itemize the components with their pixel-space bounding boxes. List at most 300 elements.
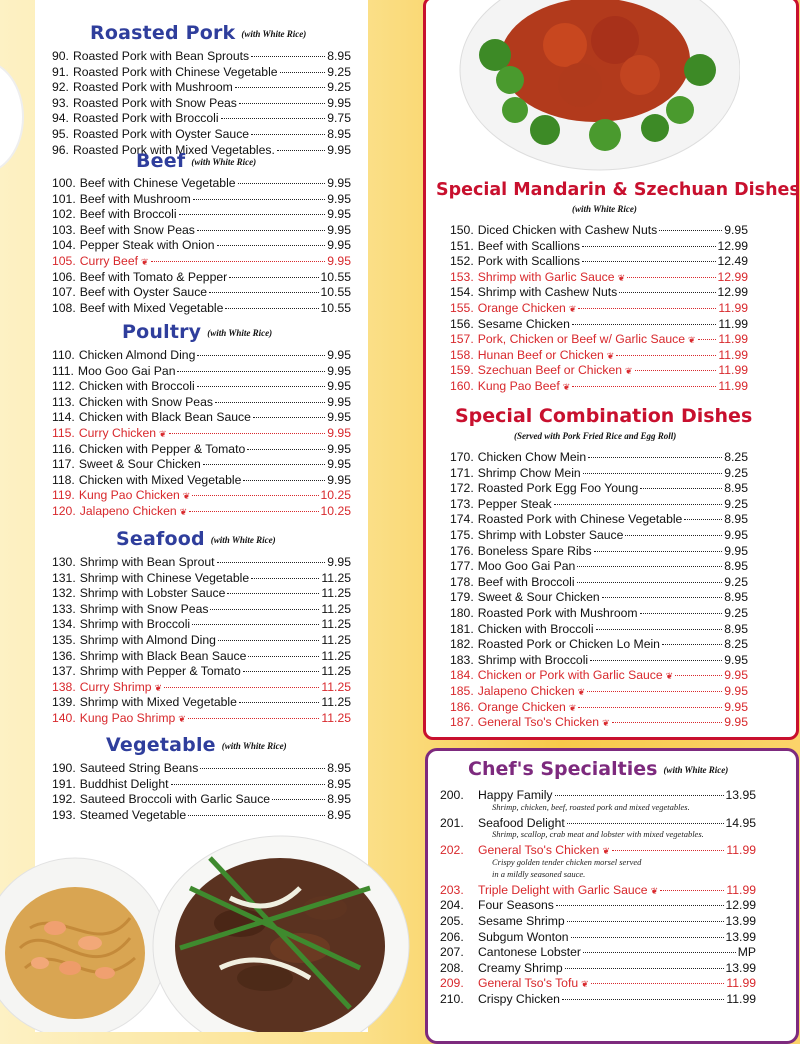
item-number: 96. [52, 142, 69, 157]
item-name: Beef with Broccoli [79, 207, 177, 222]
item-number: 106. [52, 269, 76, 284]
item-number: 93. [52, 95, 69, 110]
item-number: 139. [52, 695, 76, 710]
dot-leader [567, 909, 724, 922]
chili-pepper-icon: ❦ [617, 272, 626, 283]
dot-leader [209, 280, 318, 293]
chili-pepper-icon: ❦ [625, 366, 633, 377]
section-title-poultry [122, 321, 272, 343]
dot-leader [562, 987, 724, 1000]
item-name: Roasted Pork with Chinese Vegetable [477, 512, 683, 527]
dot-leader [612, 710, 723, 723]
dot-leader [596, 617, 723, 630]
item-number: 186. [450, 699, 474, 714]
section-title-text: Seafood [116, 528, 205, 550]
poultry-item-list [52, 346, 351, 518]
dot-leader [247, 437, 325, 450]
dot-leader [210, 597, 319, 610]
item-price: 10.25 [320, 488, 351, 503]
item-name: Diced Chicken with Cashew Nuts [477, 223, 658, 237]
item-number: 193. [52, 807, 76, 822]
item-name: Subgum Wonton [478, 929, 569, 944]
item-name: Chicken with Broccoli [78, 379, 195, 394]
item-number: 95. [52, 126, 69, 141]
dot-leader [567, 811, 724, 824]
dot-leader [225, 296, 318, 309]
section-title-text: Beef [136, 150, 186, 172]
section-title-vegetable [106, 734, 287, 756]
item-price: 11.25 [321, 617, 351, 632]
item-name: Roasted Pork with Bean Sprouts [72, 49, 250, 63]
section-subtitle-mandarin: (with White Rice) [572, 204, 637, 214]
section-subtitle-combination: (Served with Pork Fried Rice and Egg Roll) [514, 431, 677, 441]
item-name: Moo Goo Gai Pan [477, 559, 576, 574]
dot-leader [215, 390, 325, 403]
item-name: Buddhist Delight [79, 776, 169, 791]
chili-pepper-icon: ❦ [568, 702, 577, 713]
item-name: Shrimp with Lobster Sauce [477, 527, 624, 542]
dot-leader [612, 838, 725, 851]
dot-leader [248, 644, 319, 657]
item-price: 11.99 [718, 347, 748, 362]
dot-leader [602, 585, 723, 598]
item-name: Hunan Beef or Chicken [477, 347, 604, 362]
item-number: 154. [450, 285, 474, 300]
item-number: 177. [450, 559, 474, 574]
item-price: 8.95 [327, 126, 351, 141]
beef-scallion-photo [150, 828, 412, 1032]
item-number: 185. [450, 683, 474, 698]
dot-leader [577, 554, 722, 567]
item-price: 8.25 [724, 637, 748, 652]
item-number: 108. [52, 300, 76, 315]
item-price: 8.95 [327, 776, 351, 791]
item-description: in a mildly seasoned sauce. [492, 868, 586, 879]
item-price: 8.95 [327, 761, 351, 775]
dot-leader [239, 690, 320, 703]
item-price: 9.95 [327, 348, 351, 362]
item-price: 9.95 [327, 425, 351, 440]
item-description: Crispy golden tender chicken morsel served [492, 856, 642, 867]
item-number: 158. [450, 347, 474, 362]
item-number: 115. [52, 425, 75, 440]
chili-pepper-icon: ❦ [665, 671, 674, 682]
item-name: Curry Shrimp [79, 679, 152, 694]
item-price: 9.95 [327, 363, 351, 378]
vegetable-item-list [52, 759, 351, 821]
dot-leader [227, 581, 319, 594]
item-name: Jalapeno Chicken [477, 683, 575, 698]
item-price: 9.95 [327, 176, 351, 190]
item-price: 9.95 [327, 95, 351, 110]
item-price: 9.95 [327, 555, 351, 569]
item-number: 104. [52, 238, 76, 253]
section-title-seafood [116, 528, 276, 550]
item-price: 9.95 [327, 191, 351, 206]
chef-menu-item [440, 814, 756, 830]
dot-leader [280, 60, 326, 73]
item-name: Beef with Scallions [477, 238, 581, 253]
item-number: 140. [52, 710, 76, 725]
section-title-text: Vegetable [106, 734, 216, 756]
dot-leader [177, 359, 325, 372]
item-number: 191. [52, 776, 76, 791]
chef-menu-item [440, 786, 756, 802]
dot-leader [556, 893, 724, 906]
dot-leader [640, 601, 723, 614]
item-name: Boneless Spare Ribs [477, 543, 592, 558]
item-name: Shrimp with Garlic Sauce [477, 269, 615, 284]
item-name: Kung Pao Chicken [78, 488, 180, 503]
item-name: Kung Pao Beef [477, 378, 560, 393]
item-name: Shrimp with Almond Ding [79, 632, 216, 647]
item-name: Curry Beef [79, 253, 138, 268]
item-name: Cantonese Lobster [478, 945, 581, 960]
section-title-text: Chef's Specialties [468, 758, 658, 780]
dot-leader [179, 202, 326, 215]
item-price: 8.95 [724, 481, 748, 496]
item-price: 9.95 [327, 457, 351, 472]
item-name: Sesame Chicken [477, 316, 570, 331]
item-name: Chicken with Broccoli [477, 621, 594, 636]
dot-leader [578, 296, 716, 309]
item-name: Beef with Oyster Sauce [79, 285, 208, 300]
menu-item [52, 502, 351, 518]
item-price: 9.95 [327, 394, 351, 409]
dot-leader [588, 445, 722, 458]
item-number: 153. [450, 269, 474, 284]
chili-pepper-icon: ❦ [140, 256, 149, 267]
item-name: Chicken with Snow Peas [78, 394, 213, 409]
item-price: 9.95 [724, 223, 748, 237]
item-name: Pork, Chicken or Beef w/ Garlic Sauce [477, 332, 686, 347]
item-number: 181. [450, 621, 474, 636]
item-price: 9.25 [327, 64, 351, 79]
item-name: Chicken with Black Bean Sauce [78, 410, 251, 425]
item-name: Pepper Steak [477, 496, 552, 511]
dot-leader [578, 695, 722, 708]
chef-menu-item [440, 990, 756, 1006]
item-number: 151. [450, 238, 474, 253]
item-number: 176. [450, 543, 474, 558]
dot-leader [253, 405, 325, 418]
item-price: 12.99 [725, 898, 756, 913]
dot-leader [192, 612, 319, 625]
shrimp-lo-mein-photo [0, 848, 165, 1032]
item-price: 9.95 [724, 543, 748, 558]
chili-pepper-icon: ❦ [178, 713, 186, 724]
item-number: 207. [440, 945, 464, 960]
item-name: Roasted Pork with Oyster Sauce [72, 126, 250, 141]
item-name: Shrimp with Snow Peas [79, 601, 209, 616]
section-title-combination: Special Combination Dishes [455, 405, 753, 427]
item-name: General Tso's Tofu [478, 976, 579, 991]
item-number: 90. [52, 49, 69, 63]
item-number: 116. [52, 441, 75, 456]
item-name: Shrimp with Broccoli [477, 652, 589, 667]
dot-leader [635, 358, 717, 371]
dot-leader [251, 44, 325, 57]
item-name: Beef with Snow Peas [79, 222, 195, 237]
item-price: 10.55 [320, 269, 351, 284]
item-description: Shrimp, scallop, crab meat and lobster with mixed vegetables. [492, 829, 704, 840]
item-price: 11.25 [321, 601, 351, 616]
item-price: 10.55 [320, 285, 351, 300]
item-name: Crispy Chicken [478, 991, 560, 1006]
chef-menu-item [440, 841, 756, 857]
item-number: 182. [450, 637, 474, 652]
dot-leader [217, 233, 326, 246]
item-number: 179. [450, 590, 474, 605]
item-name: Beef with Broccoli [477, 574, 575, 589]
item-number: 187. [450, 715, 474, 730]
item-number: 102. [52, 207, 76, 222]
dot-leader [193, 187, 325, 200]
chili-pepper-icon: ❦ [581, 979, 589, 990]
item-name: Roasted Pork with Chinese Vegetable [72, 64, 278, 79]
item-name: Szechuan Beef or Chicken [477, 363, 623, 378]
mandarin-item-list [450, 221, 748, 393]
item-price: 11.25 [321, 679, 351, 694]
menu-item [450, 713, 748, 729]
item-name: Roasted Pork with Mushroom [72, 80, 233, 95]
item-name: Moo Goo Gai Pan [77, 363, 176, 378]
beef-item-list [52, 174, 351, 314]
section-subtitle: (with White Rice) [210, 534, 276, 545]
item-name: Creamy Shrimp [478, 960, 563, 975]
item-number: 112. [52, 379, 75, 394]
item-number: 111. [52, 363, 74, 378]
item-price: 8.95 [724, 621, 748, 636]
section-subtitle: (with White Rice) [191, 156, 257, 167]
dot-leader [582, 249, 715, 262]
item-number: 204. [440, 898, 464, 913]
item-price: 11.25 [321, 664, 351, 679]
item-name: Shrimp with Pepper & Tomato [79, 664, 241, 679]
section-subtitle: (with White Rice) [663, 764, 729, 775]
item-price: 10.55 [320, 300, 351, 315]
combination-item-list [450, 448, 748, 729]
item-number: 100. [52, 176, 76, 190]
item-number: 192. [52, 792, 76, 807]
item-number: 110. [52, 348, 75, 362]
section-title-text: Poultry [122, 321, 202, 343]
item-number: 103. [52, 222, 76, 237]
dot-leader [662, 632, 722, 645]
dot-leader [675, 663, 722, 676]
dot-leader [251, 122, 325, 135]
item-price: 9.25 [724, 465, 748, 480]
menu-item [52, 299, 351, 315]
orange-chicken-photo [455, 0, 740, 172]
item-price: 8.95 [327, 49, 351, 63]
item-name: Seafood Delight [478, 815, 565, 830]
dot-leader [555, 783, 724, 796]
chili-pepper-icon: ❦ [562, 381, 571, 392]
chili-pepper-icon: ❦ [154, 682, 163, 693]
item-name: Shrimp with Bean Sprout [79, 555, 215, 569]
item-price: 12.49 [717, 254, 748, 269]
item-description: Shrimp, chicken, beef, roasted pork and mixed vegetables. [492, 801, 690, 812]
item-number: 184. [450, 668, 474, 683]
item-number: 107. [52, 285, 76, 300]
section-title-beef [136, 150, 256, 172]
item-name: General Tso's Chicken [477, 715, 600, 730]
item-name: Curry Chicken [78, 425, 157, 440]
dot-leader [272, 787, 325, 800]
dot-leader [572, 374, 716, 387]
item-name: Orange Chicken [477, 699, 566, 714]
dot-leader [554, 492, 723, 505]
item-number: 155. [450, 300, 474, 315]
dot-leader [572, 312, 717, 325]
dot-leader [243, 659, 320, 672]
section-title-mandarin: Special Mandarin & Szechuan Dishes [436, 180, 800, 200]
dot-leader [619, 280, 715, 293]
item-price: 9.95 [724, 527, 748, 542]
dot-leader [577, 570, 723, 583]
item-number: 131. [52, 570, 76, 585]
item-number: 152. [450, 254, 474, 269]
item-price: 14.95 [725, 815, 756, 830]
item-number: 157. [450, 332, 474, 347]
item-number: 135. [52, 632, 76, 647]
item-name: Pork with Scallions [477, 254, 581, 269]
dot-leader [583, 940, 736, 953]
item-price: 9.95 [724, 683, 748, 698]
chili-pepper-icon: ❦ [602, 718, 610, 729]
dot-leader [565, 956, 724, 969]
item-number: 130. [52, 555, 76, 569]
item-price: 8.95 [724, 512, 748, 527]
item-price: 9.95 [327, 441, 351, 456]
orange-chicken-image [455, 0, 740, 172]
item-number: 202. [440, 843, 464, 858]
item-name: Shrimp with Mixed Vegetable [79, 695, 237, 710]
item-name: Triple Delight with Garlic Sauce [478, 882, 648, 897]
item-price: 11.99 [718, 300, 748, 315]
item-price: 11.25 [321, 648, 351, 663]
dot-leader [203, 452, 326, 465]
dot-leader [625, 523, 722, 536]
item-name: Roasted Pork with Broccoli [72, 111, 219, 126]
dot-leader [164, 675, 319, 688]
item-name: Sweet & Sour Chicken [78, 457, 201, 472]
item-price: 11.25 [321, 570, 351, 585]
chili-pepper-icon: ❦ [688, 335, 696, 346]
item-price: 12.99 [717, 269, 748, 284]
item-number: 183. [450, 652, 474, 667]
dot-leader [192, 483, 318, 496]
item-name: Beef with Mushroom [79, 191, 191, 206]
item-name: Roasted Pork with Mushroom [477, 605, 638, 620]
item-number: 113. [52, 394, 75, 409]
item-price: 11.25 [321, 632, 351, 647]
seafood-item-list [52, 553, 351, 725]
item-number: 174. [450, 512, 474, 527]
section-title-chef [468, 758, 728, 780]
section-subtitle: (with White Rice) [207, 327, 273, 338]
item-name: Shrimp with Lobster Sauce [79, 586, 226, 601]
item-number: 105. [52, 253, 76, 268]
item-number: 132. [52, 586, 76, 601]
item-price: 11.99 [718, 332, 748, 347]
item-number: 150. [450, 223, 474, 237]
dot-leader [217, 550, 326, 563]
item-number: 190. [52, 761, 76, 775]
item-name: Shrimp with Black Bean Sauce [79, 648, 247, 663]
item-price: 9.25 [327, 80, 351, 95]
item-number: 92. [52, 80, 69, 95]
item-name: Steamed Vegetable [79, 807, 187, 822]
item-name: Roasted Pork with Snow Peas [72, 95, 237, 110]
item-number: 175. [450, 527, 474, 542]
item-price: 8.95 [724, 559, 748, 574]
item-price: 13.99 [725, 913, 756, 928]
dot-leader [594, 539, 723, 552]
item-price: 11.99 [718, 363, 748, 378]
chili-pepper-icon: ❦ [577, 686, 586, 697]
item-price: 9.95 [724, 668, 748, 683]
section-title-roasted-pork [90, 22, 306, 44]
item-price: 12.99 [717, 285, 748, 300]
item-name: Chicken with Pepper & Tomato [78, 441, 246, 456]
item-number: 117. [52, 457, 75, 472]
item-number: 200. [440, 788, 464, 802]
item-number: 203. [440, 882, 464, 897]
item-price: 11.99 [726, 843, 756, 858]
item-price: 11.99 [726, 991, 756, 1006]
dot-leader [251, 566, 319, 579]
item-price: 9.95 [327, 472, 351, 487]
dot-leader [627, 265, 715, 278]
item-number: 101. [52, 191, 76, 206]
item-name: Shrimp with Broccoli [79, 617, 191, 632]
item-name: Kung Pao Shrimp [79, 710, 176, 725]
menu-item [52, 806, 351, 822]
dot-leader [229, 265, 318, 278]
dot-leader [698, 327, 717, 340]
dot-leader [243, 468, 325, 481]
item-price: 12.99 [717, 238, 748, 253]
item-number: 138. [52, 679, 76, 694]
item-number: 209. [440, 976, 464, 991]
dot-leader [200, 756, 325, 769]
item-price: 10.25 [320, 503, 351, 518]
item-number: 120. [52, 503, 76, 518]
item-name: Chicken or Pork with Garlic Sauce [477, 668, 663, 683]
dot-leader [189, 499, 318, 512]
item-name: Beef with Mixed Vegetable [79, 300, 224, 315]
item-price: 9.95 [327, 142, 351, 157]
item-price: 11.99 [718, 316, 748, 331]
item-price: 11.99 [718, 378, 748, 393]
dot-leader [571, 925, 724, 938]
item-name: Sauteed Broccoli with Garlic Sauce [79, 792, 271, 807]
item-number: 170. [450, 450, 474, 464]
item-number: 171. [450, 465, 474, 480]
item-price: 8.25 [724, 450, 748, 464]
shrimp-lo-mein-image [0, 848, 165, 1032]
item-price: 11.25 [321, 710, 351, 725]
dot-leader [587, 679, 722, 692]
item-number: 119. [52, 488, 75, 503]
chef-item-list [440, 786, 756, 1006]
dot-leader [197, 343, 325, 356]
dot-leader [684, 507, 722, 520]
chili-pepper-icon: ❦ [606, 350, 615, 361]
item-number: 114. [52, 410, 75, 425]
